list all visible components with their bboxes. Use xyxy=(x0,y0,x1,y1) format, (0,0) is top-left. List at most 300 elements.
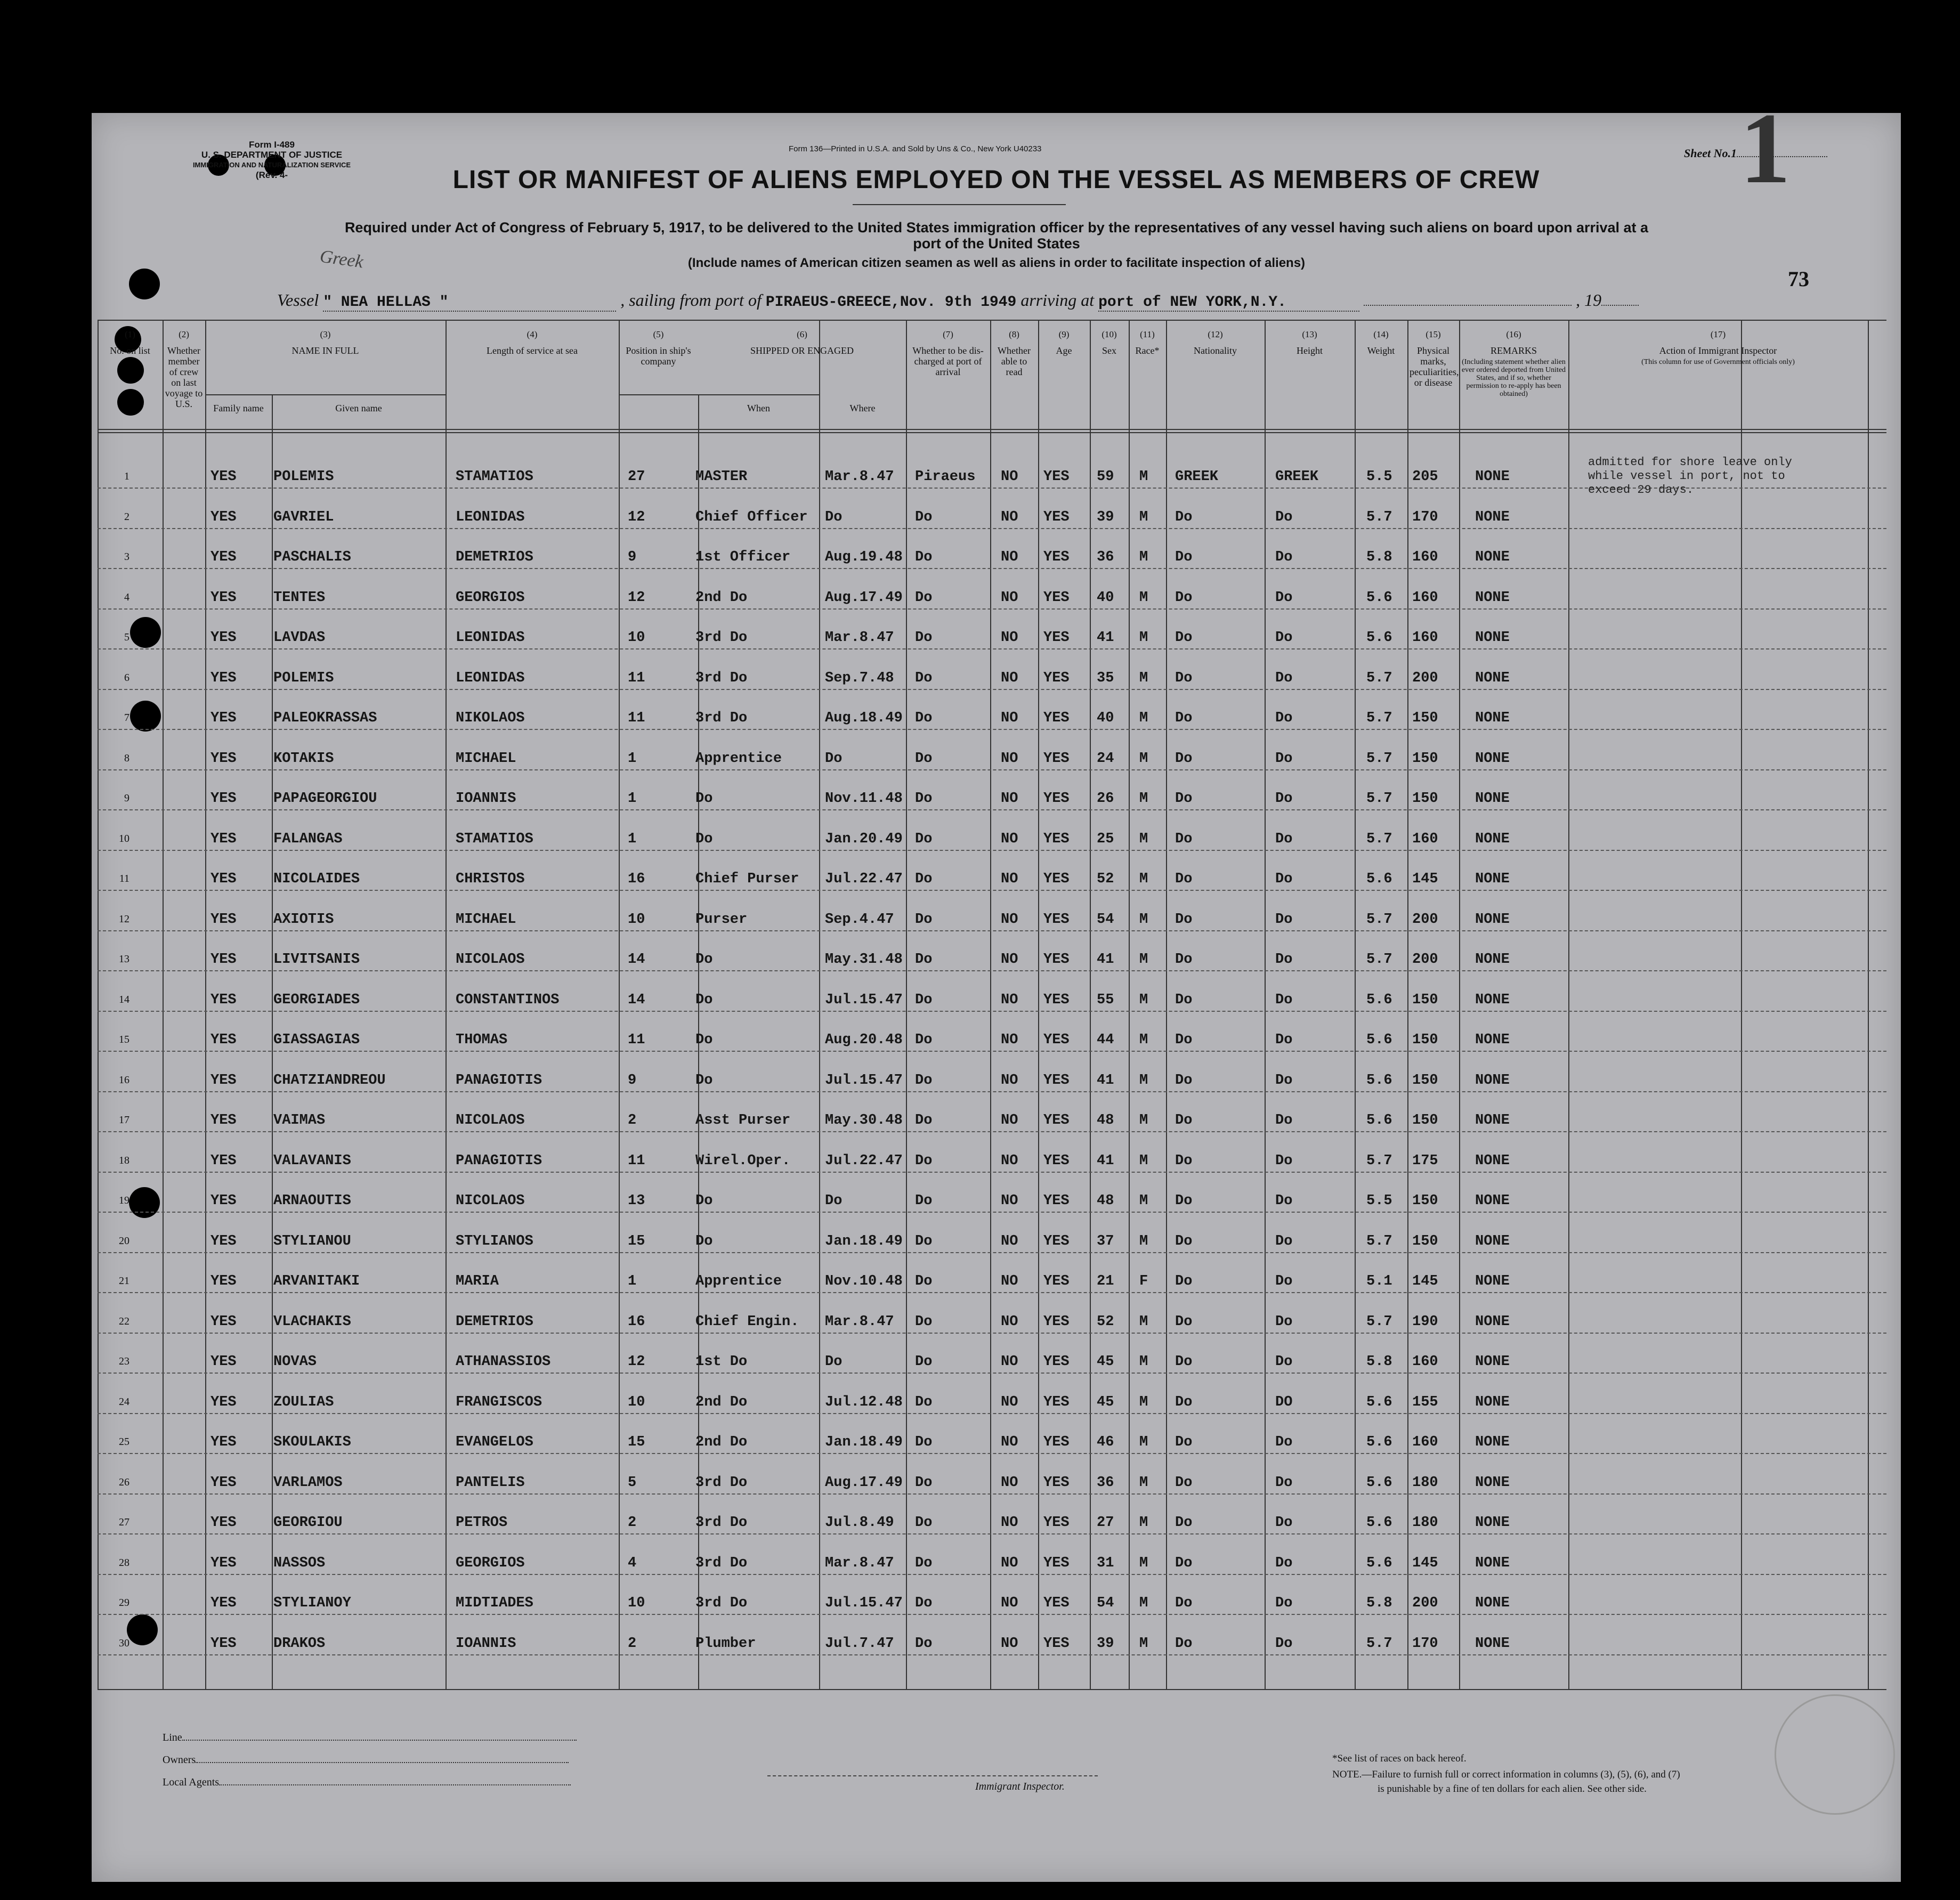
table-cell: YES xyxy=(210,992,237,1008)
row-rule xyxy=(98,1533,1886,1534)
column-rule xyxy=(1407,320,1408,1689)
table-cell: Do xyxy=(695,1233,713,1249)
table-cell: 14 xyxy=(628,992,645,1008)
table-cell: Do xyxy=(1175,589,1193,606)
table-cell: NONE xyxy=(1475,1273,1510,1289)
table-cell: NO xyxy=(1001,1635,1018,1652)
table-cell: 5.7 xyxy=(1366,911,1392,928)
sheet-big-numeral: 1 xyxy=(1740,93,1791,205)
table-cell: CHATZIANDREOU xyxy=(273,1072,386,1089)
table-cell: 200 xyxy=(1412,952,1438,968)
table-cell: 25 xyxy=(1097,831,1114,847)
column-rule xyxy=(819,320,820,1689)
table-cell: Do xyxy=(915,1313,933,1330)
table-cell: YES xyxy=(1043,469,1070,485)
punch-hole xyxy=(130,701,161,732)
table-cell: LEONIDAS xyxy=(456,670,525,686)
table-cell: YES xyxy=(210,911,237,928)
table-cell: Do xyxy=(915,1152,933,1169)
table-cell: Do xyxy=(695,1072,713,1089)
table-cell: YES xyxy=(210,1434,237,1450)
column-header: Action of Immigrant Inspector xyxy=(1659,345,1777,356)
table-cell: Jan.18.49 xyxy=(825,1233,903,1249)
table-cell: NICOLAIDES xyxy=(273,871,360,887)
table-cell: M xyxy=(1139,1193,1148,1209)
table-cell: Do xyxy=(1175,911,1193,928)
column-subheader: Family name xyxy=(213,403,264,413)
table-cell: Sep.7.48 xyxy=(825,670,894,686)
table-cell: YES xyxy=(210,1233,237,1249)
table-cell: Do xyxy=(1175,1474,1193,1491)
table-cell: Do xyxy=(1275,710,1293,726)
table-cell: 1 xyxy=(628,750,637,767)
table-cell: Do xyxy=(1275,1273,1293,1289)
table-cell: NO xyxy=(1001,1313,1018,1330)
table-cell: 170 xyxy=(1412,1635,1438,1652)
handwritten-note: Greek xyxy=(318,246,365,272)
table-cell: Do xyxy=(1275,1113,1293,1128)
row-rule xyxy=(98,1051,1886,1052)
table-cell: Do xyxy=(695,1032,713,1048)
table-cell: Jul.22.47 xyxy=(825,871,903,887)
table-cell: YES xyxy=(1043,1555,1070,1571)
year-label: , 19 xyxy=(1576,290,1602,310)
table-cell: 5.7 xyxy=(1366,1233,1392,1249)
table-cell: M xyxy=(1139,1313,1148,1330)
table-cell: 150 xyxy=(1412,1233,1438,1249)
table-cell: Do xyxy=(1275,549,1293,565)
table-cell: 150 xyxy=(1412,992,1438,1008)
row-rule xyxy=(98,1413,1886,1414)
owners-field xyxy=(163,1754,569,1766)
table-cell: Aug.20.48 xyxy=(825,1032,903,1048)
table-cell: 5.8 xyxy=(1366,1354,1392,1370)
table-cell: NO xyxy=(1001,831,1018,847)
table-cell: 3rd Do xyxy=(695,710,748,726)
table-cell: YES xyxy=(1043,1233,1070,1249)
table-cell: NONE xyxy=(1475,549,1510,565)
table-cell: F xyxy=(1139,1273,1148,1289)
table-cell: Aug.18.49 xyxy=(825,710,903,726)
row-number: 23 xyxy=(119,1355,129,1367)
table-cell: Do xyxy=(1175,1233,1193,1249)
table-cell: NO xyxy=(1001,589,1018,606)
form-number: Form I-489 xyxy=(249,140,295,150)
table-cell: NO xyxy=(1001,630,1018,646)
row-rule xyxy=(98,1091,1886,1092)
table-cell: Do xyxy=(1175,630,1193,646)
table-cell: 4 xyxy=(628,1555,637,1571)
column-rule xyxy=(1355,320,1356,1689)
table-cell: M xyxy=(1139,750,1148,767)
table-cell: 5.7 xyxy=(1366,831,1392,847)
table-cell: 14 xyxy=(628,952,645,968)
table-cell: YES xyxy=(210,1354,237,1370)
table-cell: NONE xyxy=(1475,831,1510,847)
table-cell: Wirel.Oper. xyxy=(695,1152,791,1169)
table-cell: NO xyxy=(1001,1474,1018,1491)
table-cell: 9 xyxy=(628,549,637,565)
table-cell: Do xyxy=(1175,992,1193,1008)
table-cell: YES xyxy=(1043,670,1070,686)
row-rule xyxy=(98,729,1886,730)
sailing-label: , sailing from port of xyxy=(620,290,762,310)
table-cell: 150 xyxy=(1412,1113,1438,1128)
table-cell: NONE xyxy=(1475,992,1510,1008)
remark-line: while vessel in port, not to xyxy=(1588,469,1785,483)
table-cell: 24 xyxy=(1097,750,1114,767)
table-cell: Do xyxy=(1175,1434,1193,1450)
table-cell: Do xyxy=(1275,791,1293,807)
row-rule xyxy=(98,1614,1886,1615)
table-cell: STYLIANOS xyxy=(456,1233,533,1249)
table-cell: YES xyxy=(210,1072,237,1089)
table-cell: 5.6 xyxy=(1366,1394,1392,1410)
column-rule xyxy=(1038,320,1039,1689)
table-cell: 5.8 xyxy=(1366,549,1392,565)
table-cell: 35 xyxy=(1097,670,1114,686)
column-number: (11) xyxy=(1140,329,1155,339)
table-cell: Do xyxy=(1275,1233,1293,1249)
table-cell: May.30.48 xyxy=(825,1113,903,1128)
table-cell: NONE xyxy=(1475,1595,1510,1611)
table-cell: Do xyxy=(915,670,933,686)
table-cell: Jan.20.49 xyxy=(825,831,903,847)
sailing-date: Nov. 9th 1949 xyxy=(900,294,1017,311)
note-2: is punishable by a fine of ten dollars for each alien. See other side. xyxy=(1378,1783,1647,1795)
table-cell: YES xyxy=(1043,1354,1070,1370)
table-cell: NO xyxy=(1001,871,1018,887)
table-cell: Mar.8.47 xyxy=(825,1555,894,1571)
table-cell: M xyxy=(1139,589,1148,606)
table-cell: Do xyxy=(1275,1555,1293,1571)
table-cell: GIASSAGIAS xyxy=(273,1032,360,1048)
table-cell: KOTAKIS xyxy=(273,750,334,767)
table-cell: 3rd Do xyxy=(695,1474,748,1491)
table-cell: 12 xyxy=(628,1354,645,1370)
table-cell: YES xyxy=(210,1273,237,1289)
table-cell: 55 xyxy=(1097,992,1114,1008)
table-cell: Do xyxy=(1175,1032,1193,1048)
table-cell: 12 xyxy=(628,509,645,525)
table-cell: 200 xyxy=(1412,670,1438,686)
vessel-label: Vessel xyxy=(277,290,319,310)
table-cell: NONE xyxy=(1475,750,1510,767)
table-cell: NONE xyxy=(1475,1032,1510,1048)
line-field xyxy=(163,1732,577,1744)
table-cell: Do xyxy=(1275,1193,1293,1209)
table-cell: YES xyxy=(210,1515,237,1531)
table-cell: NO xyxy=(1001,952,1018,968)
table-cell: NO xyxy=(1001,1193,1018,1209)
table-cell: NONE xyxy=(1475,1152,1510,1169)
table-cell: 27 xyxy=(1097,1515,1114,1531)
row-rule xyxy=(98,568,1886,569)
row-number: 1 xyxy=(124,470,129,482)
table-cell: NO xyxy=(1001,1273,1018,1289)
table-cell: Do xyxy=(915,1032,933,1048)
table-cell: NO xyxy=(1001,1152,1018,1169)
column-rule xyxy=(446,320,447,1689)
table-cell: 1 xyxy=(628,831,637,847)
table-cell: 2 xyxy=(628,1515,637,1531)
row-number: 17 xyxy=(119,1114,129,1126)
table-cell: 36 xyxy=(1097,1474,1114,1491)
table-cell: YES xyxy=(1043,1193,1070,1209)
table-cell: GEORGIADES xyxy=(273,992,360,1008)
table-cell: 190 xyxy=(1412,1313,1438,1330)
column-number: (15) xyxy=(1426,329,1441,339)
table-cell: STYLIANOY xyxy=(273,1595,351,1611)
remark-row-1 xyxy=(1588,456,1823,497)
table-cell: M xyxy=(1139,1515,1148,1531)
table-cell: GREEK xyxy=(1275,469,1319,485)
inspector-signature-line xyxy=(767,1775,1098,1776)
table-cell: DEMETRIOS xyxy=(456,549,533,565)
table-cell: Do xyxy=(1275,992,1293,1008)
table-cell: YES xyxy=(210,1152,237,1169)
table-cell: 12 xyxy=(628,589,645,606)
table-cell: Do xyxy=(915,911,933,928)
column-number: (10) xyxy=(1102,329,1117,339)
column-subheader: (This column for use of Government officials only) xyxy=(1641,358,1795,366)
table-cell: M xyxy=(1139,1072,1148,1089)
table-cell: YES xyxy=(210,1595,237,1611)
circular-stamp xyxy=(1775,1694,1895,1815)
table-cell: ZOULIAS xyxy=(273,1394,334,1410)
table-cell: Do xyxy=(1275,831,1293,847)
table-cell: YES xyxy=(1043,750,1070,767)
arriving-label: arriving at xyxy=(1021,290,1095,310)
table-cell: Do xyxy=(1175,1555,1193,1571)
table-cell: Jul.8.49 xyxy=(825,1515,894,1531)
table-cell: 145 xyxy=(1412,1273,1438,1289)
table-cell: Do xyxy=(1175,952,1193,968)
table-cell: NO xyxy=(1001,750,1018,767)
column-number: (13) xyxy=(1302,329,1317,339)
table-cell: M xyxy=(1139,871,1148,887)
table-cell: 10 xyxy=(628,630,645,646)
row-number: 5 xyxy=(124,631,129,643)
table-cell: YES xyxy=(1043,1113,1070,1128)
table-cell: SKOULAKIS xyxy=(273,1434,351,1450)
table-cell: M xyxy=(1139,791,1148,807)
printer-note: Form 136—Printed in U.S.A. and Sold by Uns & Co., New York U40233 xyxy=(789,144,1042,153)
table-cell: Asst Purser xyxy=(695,1113,791,1128)
table-cell: YES xyxy=(1043,1635,1070,1652)
table-cell: 180 xyxy=(1412,1515,1438,1531)
table-cell: Do xyxy=(1275,952,1293,968)
table-cell: 150 xyxy=(1412,750,1438,767)
table-cell: FALANGAS xyxy=(273,831,343,847)
table-cell: 11 xyxy=(628,670,645,686)
table-cell: M xyxy=(1139,1032,1148,1048)
revision: (Rev. 4- xyxy=(255,170,288,180)
table-cell: VAIMAS xyxy=(273,1113,326,1128)
row-rule xyxy=(98,769,1886,770)
table-cell: VARLAMOS xyxy=(273,1474,343,1491)
table-cell: YES xyxy=(1043,1474,1070,1491)
column-number: (4) xyxy=(527,329,538,339)
table-cell: NO xyxy=(1001,1032,1018,1048)
table-cell: Do xyxy=(1275,1072,1293,1089)
table-cell: MASTER xyxy=(695,469,748,485)
table-cell: PETROS xyxy=(456,1515,508,1531)
table-cell: Do xyxy=(1275,589,1293,606)
table-cell: NO xyxy=(1001,1113,1018,1128)
table-cell: 160 xyxy=(1412,831,1438,847)
table-cell: Do xyxy=(1275,1474,1293,1491)
table-cell: M xyxy=(1139,992,1148,1008)
table-cell: NO xyxy=(1001,1394,1018,1410)
column-rule xyxy=(1741,320,1742,1689)
table-cell: LAVDAS xyxy=(273,630,326,646)
table-cell: Apprentice xyxy=(695,750,782,767)
table-cell: Do xyxy=(915,791,933,807)
owners-label: Owners xyxy=(163,1754,196,1766)
header-bottom-rule xyxy=(98,432,1886,433)
row-rule xyxy=(98,689,1886,690)
table-cell: NONE xyxy=(1475,1072,1510,1089)
table-cell: NONE xyxy=(1475,1233,1510,1249)
column-number: (9) xyxy=(1058,329,1070,339)
subtitle-1: Required under Act of Congress of February 5, 1917, to be delivered to the United States immigration officer by the representatives of any vessel having such aliens on board upon arrival at a xyxy=(344,220,1649,236)
table-cell: NO xyxy=(1001,509,1018,525)
table-cell: Do xyxy=(1175,1354,1193,1370)
table-cell: Do xyxy=(1275,1152,1293,1169)
table-cell: 150 xyxy=(1412,791,1438,807)
table-cell: M xyxy=(1139,549,1148,565)
table-cell: M xyxy=(1139,469,1148,485)
table-cell: Do xyxy=(1275,630,1293,646)
table-cell: YES xyxy=(210,831,237,847)
table-cell: Do xyxy=(1175,1313,1193,1330)
table-cell: M xyxy=(1139,831,1148,847)
table-cell: Chief Purser xyxy=(695,871,799,887)
table-cell: 54 xyxy=(1097,1595,1114,1611)
row-number: 9 xyxy=(124,792,129,804)
table-cell: 1 xyxy=(628,1273,637,1289)
table-cell: NO xyxy=(1001,992,1018,1008)
table-cell: NONE xyxy=(1475,1474,1510,1491)
column-rule xyxy=(205,320,206,1689)
table-cell: NASSOS xyxy=(273,1555,326,1571)
subtitle-3: (Include names of American citizen seamen as well as aliens in order to facilitate inspection of aliens) xyxy=(687,256,1306,270)
table-cell: M xyxy=(1139,630,1148,646)
table-cell: YES xyxy=(210,1032,237,1048)
column-number: (16) xyxy=(1506,329,1521,339)
column-number: (6) xyxy=(797,329,807,339)
table-cell: Jul.15.47 xyxy=(825,992,903,1008)
row-rule xyxy=(98,1011,1886,1012)
table-cell: CHRISTOS xyxy=(456,871,525,887)
table-cell: Do xyxy=(1175,1113,1193,1128)
table-cell: MARIA xyxy=(456,1273,499,1289)
row-number: 25 xyxy=(119,1436,129,1448)
table-cell: TENTES xyxy=(273,589,326,606)
table-cell: YES xyxy=(210,509,237,525)
table-cell: YES xyxy=(1043,1072,1070,1089)
sailing-port: PIRAEUS-GREECE, xyxy=(765,294,900,311)
table-cell: M xyxy=(1139,911,1148,928)
table-cell: YES xyxy=(1043,630,1070,646)
column-header: NAME IN FULL xyxy=(291,345,359,356)
table-cell: PASCHALIS xyxy=(273,549,351,565)
table-cell: 5.7 xyxy=(1366,1313,1392,1330)
table-cell: NICOLAOS xyxy=(456,952,525,968)
column-header: Sex xyxy=(1102,345,1116,356)
table-cell: Do xyxy=(1275,1635,1293,1652)
table-cell: Do xyxy=(915,1193,933,1209)
page-number: 73 xyxy=(1788,267,1809,291)
punch-hole xyxy=(129,1187,160,1218)
table-cell: 5.5 xyxy=(1366,469,1392,485)
table-cell: Aug.17.49 xyxy=(825,1474,903,1491)
column-rule xyxy=(1868,320,1869,1689)
table-cell: STAMATIOS xyxy=(456,831,533,847)
header-bottom-rule xyxy=(98,429,1886,430)
column-rule xyxy=(1568,320,1569,1689)
sheet-label: Sheet No. xyxy=(1684,147,1731,160)
table-cell: NIKOLAOS xyxy=(456,710,525,726)
column-header: Nationality xyxy=(1194,345,1237,356)
table-cell: Do xyxy=(915,630,933,646)
table-cell: VLACHAKIS xyxy=(273,1313,351,1330)
table-cell: YES xyxy=(1043,1032,1070,1048)
title-rule xyxy=(853,204,1066,205)
table-cell: 44 xyxy=(1097,1032,1114,1048)
table-cell: Jul.12.48 xyxy=(825,1394,903,1410)
row-rule xyxy=(98,608,1886,610)
table-cell: YES xyxy=(210,1313,237,1330)
row-number: 19 xyxy=(119,1195,129,1206)
table-cell: DEMETRIOS xyxy=(456,1313,533,1330)
table-cell: 46 xyxy=(1097,1434,1114,1450)
column-rule xyxy=(1459,320,1460,1689)
table-cell: M xyxy=(1139,952,1148,968)
row-rule xyxy=(98,1453,1886,1454)
row-rule xyxy=(98,1252,1886,1253)
table-cell: Do xyxy=(915,750,933,767)
table-cell: YES xyxy=(1043,952,1070,968)
table-cell: Do xyxy=(1175,750,1193,767)
table-cell: NONE xyxy=(1475,630,1510,646)
table-cell: YES xyxy=(1043,791,1070,807)
column-header: Position in ship's company xyxy=(626,345,691,367)
table-cell: Do xyxy=(1275,871,1293,887)
remark-line: exceed 29 days. xyxy=(1588,483,1694,497)
table-cell: 5.6 xyxy=(1366,1515,1392,1531)
table-cell: 15 xyxy=(628,1233,645,1249)
table-cell: Chief Officer xyxy=(695,509,808,525)
table-cell: 27 xyxy=(628,469,645,485)
table-cell: Do xyxy=(1275,911,1293,928)
table-cell: Do xyxy=(1275,1434,1293,1450)
column-header: Whether to be dis-charged at port of arrival xyxy=(912,345,984,377)
row-rule xyxy=(98,970,1886,971)
column-rule xyxy=(906,320,907,1689)
table-cell: NONE xyxy=(1475,469,1510,485)
table-cell: M xyxy=(1139,1595,1148,1611)
column-subheader: Where xyxy=(849,403,876,413)
table-cell: NO xyxy=(1001,1072,1018,1089)
row-rule xyxy=(98,528,1886,529)
table-cell: LEONIDAS xyxy=(456,630,525,646)
table-cell: 11 xyxy=(628,1152,645,1169)
table-cell: 5.6 xyxy=(1366,1474,1392,1491)
column-header: Age xyxy=(1056,345,1072,356)
row-number: 27 xyxy=(119,1516,129,1528)
